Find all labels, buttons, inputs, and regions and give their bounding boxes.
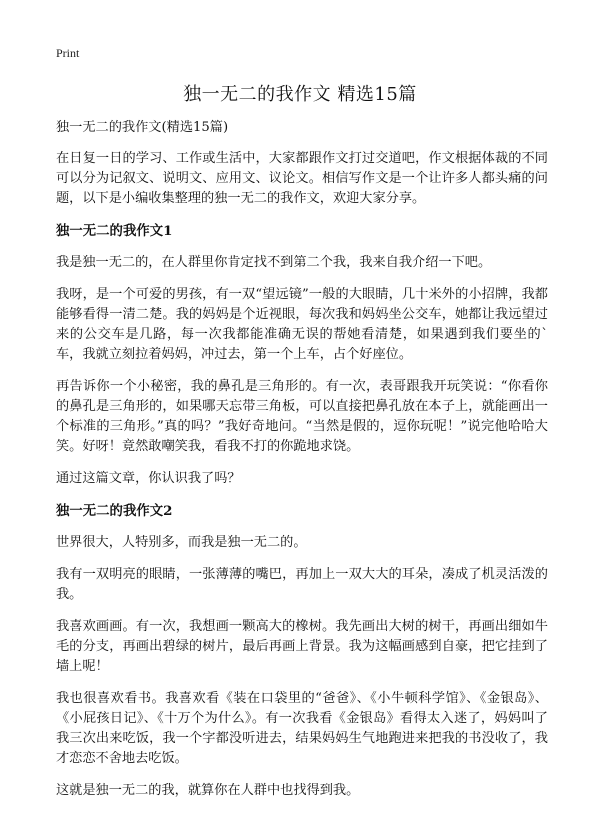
section-paragraph: 我有一双明亮的眼睛，一张薄薄的嘴巴，再加上一双大大的耳朵，凑成了机灵活泼的我。 [56,567,548,602]
intro-paragraph: 在日复一日的学习、工作或生活中，大家都跟作文打过交道吧，作文根据体裁的不同可以分为记叙文、说明文、应用文、议论文。相信写作文是一个让许多人都头痛的问题，以下是小编收集整理的独一无二的我作文，欢迎大家分享。 [56,151,548,206]
section-paragraph: 通过这篇文章，你认识我了吗？ [56,471,241,486]
section-paragraph: 这就是独一无二的我，就算你在人群中也找得到我。 [56,783,360,798]
section-heading: 独一无二的我作文1 [56,223,173,239]
section-heading: 独一无二的我作文2 [56,503,173,519]
print-link[interactable]: Print [56,46,80,60]
page-title: 独一无二的我作文 精选15篇 [183,84,417,105]
article-subtitle: 独一无二的我作文(精选15篇) [56,120,229,135]
section-paragraph: 我喜欢画画。有一次，我想画一颗高大的橡树。我先画出大树的树干，再画出细如牛毛的分支，再画出碧绿的树片，最后再画上背景。我为这幅画感到自豪，把它挂到了墙上呢！ [56,619,548,674]
section-paragraph: 我是独一无二的，在人群里你肯定找不到第二个我，我来自我介绍一下吧。 [56,255,492,270]
section-paragraph: 我也很喜欢看书。我喜欢看《装在口袋里的“爸爸》、《小牛顿科学馆》、《金银岛》、《小屁孩日记》、《十万个为什么》。有一次我看《金银岛》看得太入迷了，妈妈叫了我三次出来吃饭，我一个字都没听进去，结果妈妈生气地跑进来把我的书没收了，我才恋恋不舍地去吃饭。 [56,691,548,766]
section-paragraph: 再告诉你一个小秘密，我的鼻孔是三角形的。有一次，表哥跟我开玩笑说：“你看你的鼻孔是三角形的，如果哪天忘带三角板，可以直接把鼻孔放在本子上，就能画出一个标准的三角形。”真的吗？”我好奇地问。“当然是假的，逗你玩呢！”说完他哈哈大笑。好呀！竟然敢嘲笑我，看我不打的你跪地求饶。 [56,379,548,454]
article-body [56,118,548,813]
section-paragraph: 世界很大，人特别多，而我是独一无二的。 [56,535,307,550]
section-paragraph: 我呀，是一个可爱的男孩，有一双“望远镜”一般的大眼睛，几十米外的小招牌，我都能够看得一清二楚。我的妈妈是个近视眼，每次我和妈妈坐公交车，她都让我远望过来的公交车是几路，每一次我都能准确无误的帮她看清楚，如果遇到我们要坐的`车，我就立刻拉着妈妈，冲过去，第一个上车，占个好座位。 [56,287,548,362]
